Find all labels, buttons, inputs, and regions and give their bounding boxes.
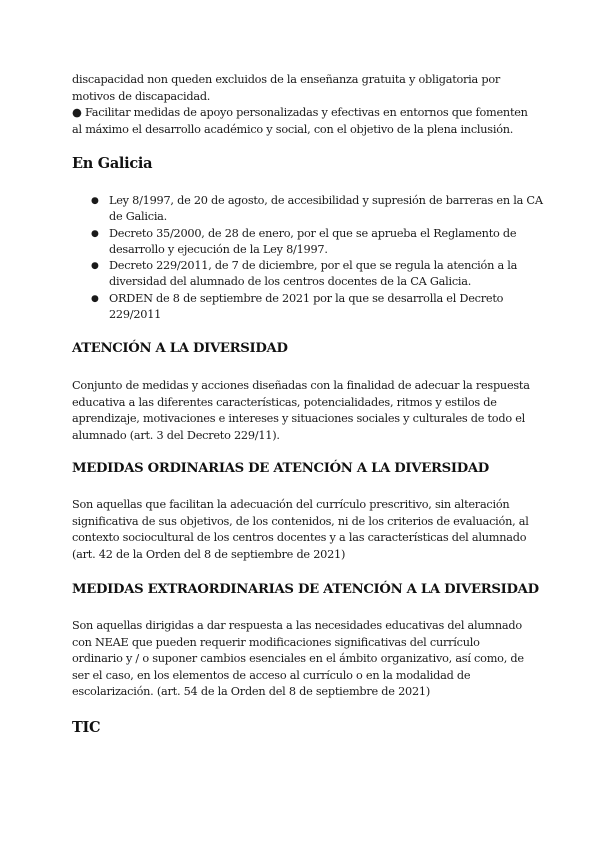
extraordinarias-paragraph: Son aquellas dirigidas a dar respuesta a las necesidades educativas del alumnado con NEAE que pueden requerir modificaciones significativas del currículo ordinario y / o suponer cambios esenciales en el ámbito organizativo, así como, de ser el caso, en los elementos de acceso al currículo o en la modalidad de escolarización. (art. 54 de la Orden del 8 de septiembre de 2021) <box>72 619 524 698</box>
atencion-paragraph: Conjunto de medidas y acciones diseñadas con la finalidad de adecuar la respuesta educativa a las diferentes características, potencialidades, ritmos y estilos de aprendizaje, motivaciones e intereses y situaciones sociales y culturales de todo el alumnado (art. 3 del Decreto 229/11). <box>72 379 530 442</box>
heading-medidas-extraordinarias: MEDIDAS EXTRAORDINARIAS DE ATENCIÓN A LA DIVERSIDAD <box>72 582 539 597</box>
bullet-icon: ● <box>91 196 99 206</box>
intro-paragraph <box>72 72 532 138</box>
list-item: ● Decreto 229/2011, de 7 de diciembre, por el que se regula la atención a la diversidad del alumnado de los centros docentes de la CA Galicia. <box>91 259 518 289</box>
list-item: ● Ley 8/1997, de 20 de agosto, de accesibilidad y supresión de barreras en la CA de Galicia. <box>91 194 543 224</box>
heading-galicia: En Galicia <box>72 155 153 172</box>
heading-medidas-ordinarias: MEDIDAS ORDINARIAS DE ATENCIÓN A LA DIVERSIDAD <box>72 461 489 476</box>
galicia-law-list <box>72 193 549 323</box>
bullet-icon: ● <box>91 228 99 239</box>
heading-atencion-diversidad: ATENCIÓN A LA DIVERSIDAD <box>72 341 288 356</box>
list-item: ● ORDEN de 8 de septiembre de 2021 por la que se desarrolla el Decreto 229/2011 <box>91 291 504 322</box>
bullet-icon: ● <box>91 261 99 272</box>
list-item: ● Decreto 35/2000, de 28 de enero, por el que se aprueba el Reglamento de desarrollo y ejecución de la Ley 8/1997. <box>91 226 517 256</box>
intro-line: motivos de discapacidad. <box>72 89 211 103</box>
intro-line: ● Facilitar medidas de apoyo personalizadas y efectivas en entornos que fomenten <box>72 106 528 119</box>
heading-tic: TIC <box>72 719 101 736</box>
intro-line: discapacidad non queden excluidos de la enseñanza gratuita y obligatoria por <box>72 73 501 86</box>
ordinarias-paragraph: Son aquellas que facilitan la adecuación del currículo prescritivo, sin alteración significativa de sus objetivos, de los contenidos, ni de los criterios de evaluación, al contexto sociocultural de los centros docentes y a las características del alumnado (art. 42 de la Orden del 8 de septiembre de 2021) <box>72 498 529 561</box>
bullet-icon: ● <box>91 293 99 304</box>
intro-line: al máximo el desarrollo académico y social, con el objetivo de la plena inclusión. <box>72 122 514 136</box>
